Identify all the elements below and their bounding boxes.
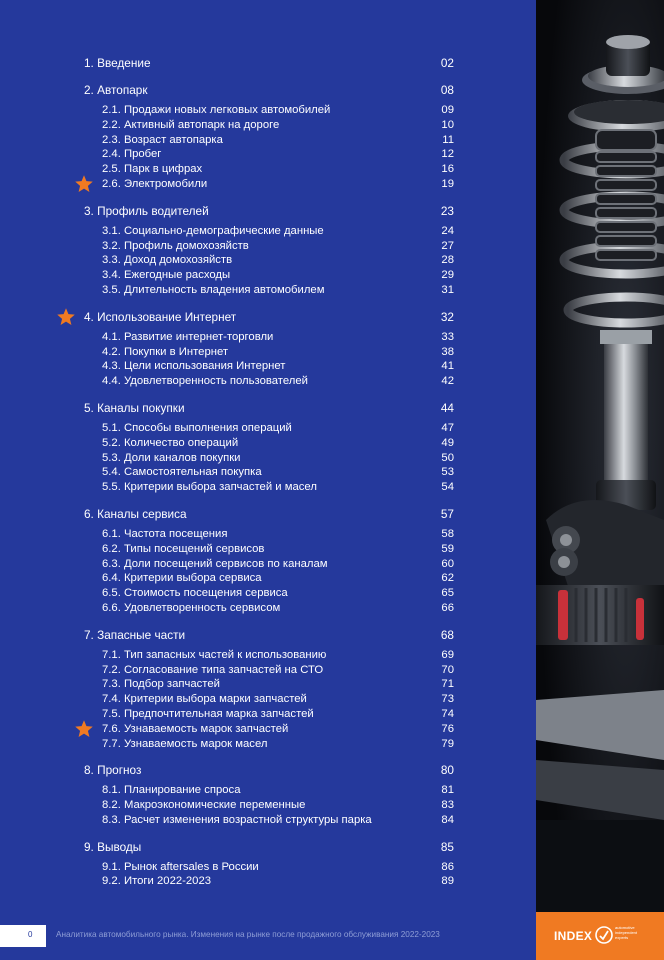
toc-subsection[interactable] xyxy=(84,283,454,298)
toc-chapter-title: 1. Введение xyxy=(84,56,151,70)
toc-subsection[interactable] xyxy=(84,147,454,162)
toc-page-number: 19 xyxy=(441,177,454,190)
toc-subsection-title: 8.2. Макроэкономические переменные xyxy=(102,799,306,812)
toc-subsection[interactable] xyxy=(84,374,454,389)
toc-subsection[interactable] xyxy=(84,874,454,889)
toc-page-number: 08 xyxy=(440,83,454,97)
toc-subsection[interactable] xyxy=(84,480,454,495)
toc-subsection-title: 6.5. Стоимость посещения сервиса xyxy=(102,587,288,600)
toc-page-number: 76 xyxy=(441,722,454,735)
toc-subsection[interactable] xyxy=(84,692,454,707)
toc-subsection[interactable] xyxy=(84,224,454,239)
toc-subsection[interactable] xyxy=(84,451,454,466)
toc-subsection-title: 7.5. Предпочтительная марка запчастей xyxy=(102,707,314,720)
toc-chapter[interactable] xyxy=(84,628,454,643)
toc-subsection[interactable] xyxy=(84,465,454,480)
toc-section xyxy=(84,83,454,192)
toc-subsection[interactable] xyxy=(84,330,454,345)
toc-subsection-title: 9.2. Итоги 2022-2023 xyxy=(102,875,212,888)
toc-subsection[interactable] xyxy=(84,648,454,663)
toc-page-number: 86 xyxy=(441,860,454,873)
toc-subsection-title: 5.5. Критерии выбора запчастей и масел xyxy=(102,481,317,494)
toc-page-number: 74 xyxy=(441,707,454,720)
toc-page-number: 12 xyxy=(441,148,454,161)
toc-subsection-title: 3.2. Профиль домохозяйств xyxy=(102,239,249,252)
toc-chapter-title: 4. Использование Интернет xyxy=(84,309,237,324)
toc-page-number: 79 xyxy=(441,737,454,750)
toc-section xyxy=(84,628,454,752)
toc-subsection[interactable] xyxy=(84,663,454,678)
toc-page-number: 02 xyxy=(440,56,454,70)
toc-page-number: 27 xyxy=(441,239,454,252)
toc-subsection[interactable] xyxy=(84,527,454,542)
toc-subsection[interactable] xyxy=(84,118,454,133)
toc-page-number: 65 xyxy=(441,587,454,600)
toc-page-number: 28 xyxy=(441,254,454,267)
star-icon xyxy=(56,307,76,327)
toc-section xyxy=(84,840,454,890)
toc-subsection[interactable] xyxy=(84,268,454,283)
toc-subsection-title: 6.3. Доли посещений сервисов по каналам xyxy=(102,557,328,570)
toc-subsection-title: 4.1. Развитие интернет-торговли xyxy=(102,330,274,343)
toc-subsection[interactable] xyxy=(84,798,454,813)
footer-caption: Аналитика автомобильного рынка. Изменения на рынке после продажного обслуживания 2022-2023 xyxy=(56,930,440,939)
toc-page-number: 83 xyxy=(441,799,454,812)
toc-page-number: 44 xyxy=(440,400,454,415)
toc-subsection[interactable] xyxy=(84,813,454,828)
toc-subsection-title: 7.1. Тип запасных частей к использованию xyxy=(102,648,327,661)
toc-page-number: 50 xyxy=(441,451,454,464)
toc-subsection[interactable] xyxy=(84,359,454,374)
toc-subsection[interactable] xyxy=(84,133,454,148)
toc-page-number: 69 xyxy=(441,648,454,661)
toc-chapter-title: 7. Запасные части xyxy=(84,627,186,642)
toc-section xyxy=(84,507,454,616)
toc-subsection-title: 5.1. Способы выполнения операций xyxy=(102,421,292,434)
toc-subsection[interactable] xyxy=(84,783,454,798)
toc-page-number: 11 xyxy=(442,133,454,146)
toc-chapter[interactable] xyxy=(84,507,454,522)
toc-subsection[interactable] xyxy=(84,177,454,192)
toc-section xyxy=(84,310,454,389)
toc-page-number: 42 xyxy=(441,375,454,388)
toc-chapter[interactable] xyxy=(84,310,454,325)
toc-chapter[interactable] xyxy=(84,83,454,98)
toc-chapter[interactable] xyxy=(84,763,454,778)
toc-page-number: 85 xyxy=(440,839,454,854)
toc-subsection[interactable] xyxy=(84,253,454,268)
toc-page-number: 68 xyxy=(440,627,454,642)
toc-page-number: 53 xyxy=(441,466,454,479)
shock-absorber-photo xyxy=(536,0,664,912)
toc-chapter-title: 2. Автопарк xyxy=(84,83,148,97)
toc-chapter-title: 6. Каналы сервиса xyxy=(84,506,187,521)
toc-page-number: 24 xyxy=(441,224,454,237)
brand-tagline-line: independent xyxy=(615,930,638,935)
toc-page-number: 41 xyxy=(441,360,454,373)
toc-page-number: 31 xyxy=(441,283,454,296)
toc-chapter-title: 9. Выводы xyxy=(84,839,142,854)
toc-subsection-title: 7.7. Узнаваемость марок масел xyxy=(102,737,268,750)
toc-subsection-title: 2.3. Возраст автопарка xyxy=(102,133,223,146)
toc-subsection-title: 6.2. Типы посещений сервисов xyxy=(102,542,265,555)
toc-subsection[interactable] xyxy=(84,707,454,722)
toc-subsection-title: 2.2. Активный автопарк на дороге xyxy=(102,118,280,131)
toc-subsection[interactable] xyxy=(84,860,454,875)
toc-chapter[interactable] xyxy=(84,204,454,219)
toc-page-number: 58 xyxy=(441,527,454,540)
toc-page-number: 84 xyxy=(441,813,454,826)
toc-page-number: 89 xyxy=(441,875,454,888)
toc-subsection[interactable] xyxy=(84,542,454,557)
toc-subsection-title: 7.6. Узнаваемость марок запчастей xyxy=(102,722,289,735)
toc-page-number: 09 xyxy=(441,104,454,116)
toc-subsection[interactable] xyxy=(84,103,454,118)
toc-subsection[interactable] xyxy=(84,345,454,360)
toc-subsection-title: 7.3. Подбор запчастей xyxy=(102,678,220,691)
toc-subsection[interactable] xyxy=(84,722,454,737)
toc-subsection-title: 4.4. Удовлетворенность пользователей xyxy=(102,375,308,388)
star-icon xyxy=(74,174,94,194)
toc-page-number: 70 xyxy=(441,663,454,676)
toc-page-number: 81 xyxy=(441,784,454,797)
toc-chapter-title: 5. Каналы покупки xyxy=(84,400,185,415)
toc-subsection[interactable] xyxy=(84,421,454,436)
toc-subsection[interactable] xyxy=(84,737,454,752)
toc-subsection-title: 8.1. Планирование спроса xyxy=(102,784,241,797)
brand-name: INDEX xyxy=(554,929,593,943)
toc-subsection[interactable] xyxy=(84,586,454,601)
toc-page-number: 33 xyxy=(441,330,454,343)
toc-page-number: 57 xyxy=(440,506,454,521)
toc-chapter[interactable] xyxy=(84,56,454,71)
toc-page-number: 80 xyxy=(440,763,454,778)
toc-page-number: 54 xyxy=(441,481,454,494)
toc-subsection-title: 6.4. Критерии выбора сервиса xyxy=(102,572,262,585)
toc-chapter-title: 8. Прогноз xyxy=(84,763,142,778)
toc-page-number: 38 xyxy=(441,345,454,358)
toc-subsection-title: 6.1. Частота посещения xyxy=(102,527,228,540)
toc-page-number: 73 xyxy=(441,693,454,706)
toc-subsection-title: 4.2. Покупки в Интернет xyxy=(102,345,229,358)
toc-subsection-title: 3.3. Доход домохозяйств xyxy=(102,254,233,267)
toc-subsection-title: 4.3. Цели использования Интернет xyxy=(102,360,286,373)
toc-page-number: 32 xyxy=(440,309,454,324)
toc-section xyxy=(84,56,454,71)
toc-section xyxy=(84,204,454,298)
toc-section xyxy=(84,763,454,827)
toc-subsection-title: 5.4. Самостоятельная покупка xyxy=(102,466,262,479)
brand-tagline-line: experts xyxy=(615,935,629,940)
toc-page-number: 59 xyxy=(441,542,454,555)
toc-page-number: 47 xyxy=(441,421,454,434)
toc-page-number: 16 xyxy=(441,163,454,176)
toc-subsection[interactable] xyxy=(84,557,454,572)
toc-page-number: 49 xyxy=(441,436,454,449)
toc-page-number: 62 xyxy=(441,572,454,585)
toc-subsection[interactable] xyxy=(84,571,454,586)
shock-absorber-illustration xyxy=(536,0,664,912)
toc-subsection[interactable] xyxy=(84,436,454,451)
toc-page-number: 60 xyxy=(441,557,454,570)
table-of-contents xyxy=(84,56,454,901)
toc-subsection-title: 9.1. Рынок aftersales в России xyxy=(102,860,259,873)
index-logo-icon xyxy=(595,926,613,944)
brand-tagline xyxy=(615,925,659,940)
toc-chapter-title: 3. Профиль водителей xyxy=(84,203,209,218)
toc-page-number: 10 xyxy=(441,118,454,131)
toc-subsection-title: 5.3. Доли каналов покупки xyxy=(102,451,241,464)
toc-page-number: 23 xyxy=(440,203,454,218)
toc-page-number: 71 xyxy=(441,678,454,691)
toc-subsection-title: 5.2. Количество операций xyxy=(102,436,239,449)
toc-subsection-title: 3.5. Длительность владения автомобилем xyxy=(102,283,325,296)
toc-subsection-title: 8.3. Расчет изменения возрастной структуры парка xyxy=(102,813,372,826)
toc-chapter[interactable] xyxy=(84,840,454,855)
page-number-box xyxy=(0,925,46,947)
toc-subsection-title: 7.4. Критерии выбора марки запчастей xyxy=(102,693,307,706)
toc-subsection-title: 6.6. Удовлетворенность сервисом xyxy=(102,601,281,614)
toc-subsection[interactable] xyxy=(84,162,454,177)
toc-subsection-title: 7.2. Согласование типа запчастей на СТО xyxy=(102,663,324,676)
toc-subsection[interactable] xyxy=(84,239,454,254)
brand-tagline-line: automotive xyxy=(615,925,635,930)
toc-subsection-title: 2.1. Продажи новых легковых автомобилей xyxy=(102,104,331,116)
toc-subsection-title: 2.6. Электромобили xyxy=(102,177,208,190)
toc-page-number: 29 xyxy=(441,269,454,282)
toc-subsection[interactable] xyxy=(84,601,454,616)
toc-subsection-title: 2.5. Парк в цифрах xyxy=(102,163,203,176)
toc-subsection-title: 2.4. Пробег xyxy=(102,148,162,161)
page-number: 0 xyxy=(28,930,33,939)
toc-subsection-title: 3.4. Ежегодные расходы xyxy=(102,269,231,282)
toc-section xyxy=(84,401,454,495)
toc-subsection[interactable] xyxy=(84,677,454,692)
toc-page-number: 66 xyxy=(441,601,454,614)
toc-chapter[interactable] xyxy=(84,401,454,416)
toc-subsection-title: 3.1. Социально-демографические данные xyxy=(102,224,324,237)
